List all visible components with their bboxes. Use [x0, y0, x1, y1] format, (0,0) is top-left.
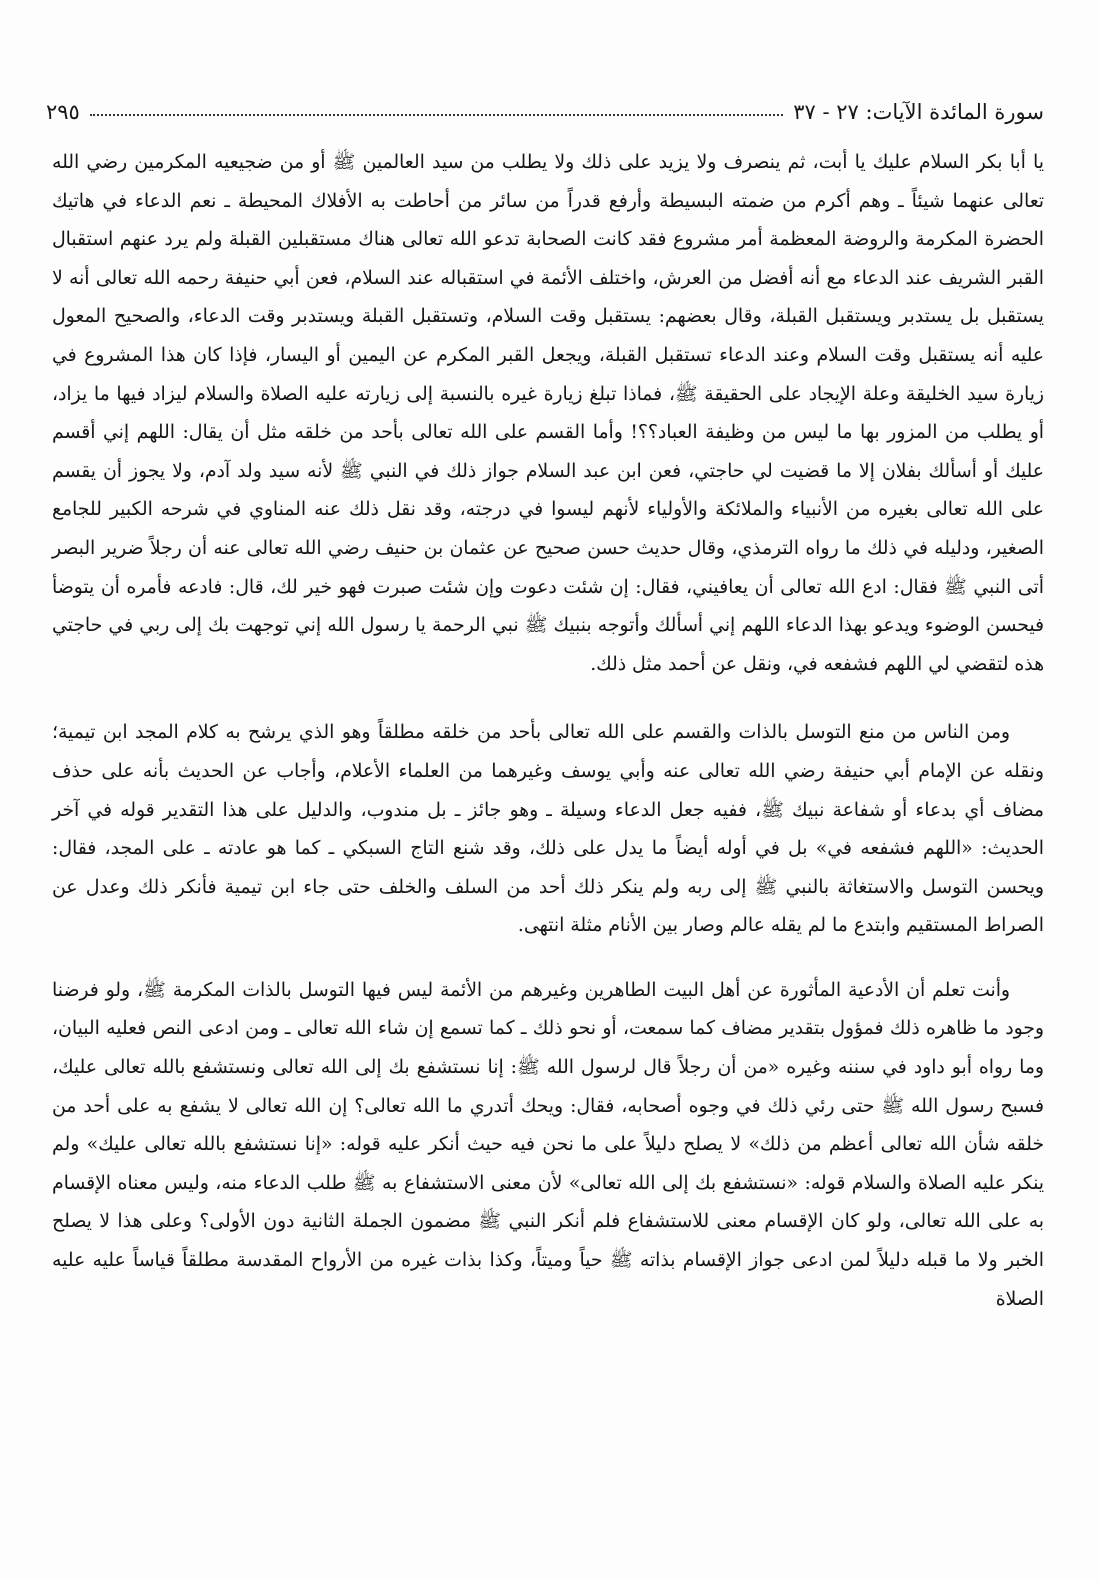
- main-text: [52, 144, 1044, 1319]
- header-dot-leader: [90, 113, 783, 116]
- page-number: ٢٩٥: [46, 100, 80, 124]
- header-title: سورة المائدة الآيات: ٢٧ - ٣٧: [793, 100, 1044, 124]
- paragraph-1: يا أبا بكر السلام عليك يا أبت، ثم ينصرف ولا يزيد على ذلك ولا يطلب من سيد العالمين ﷺ أو من ضجيعيه المكرمين رضي الله تعالى عنهما شيئاً ـ وهم أكرم من ضمته البسيطة وأرفع قدراً من سائر من أحاطت به الأفلاك المحيطة ـ نعم الدعاء في هاتيك الحضرة المكرمة والروضة المعظمة أمر مشروع فقد كانت الصحابة تدعو الله تعالى هناك مستقبلين القبلة ولم يرد عنهم استقبال القبر الشريف عند الدعاء مع أنه أفضل من العرش، واختلف الأئمة في استقباله عند السلام، فعن أبي حنيفة رحمه الله تعالى أنه لا يستقبل بل يستدبر ويستقبل القبلة، وقال بعضهم: يستقبل وقت السلام، وتستقبل القبلة ويستدبر وقت الدعاء، والصحيح المعول عليه أنه يستقبل وقت السلام وعند الدعاء تستقبل القبلة، ويجعل القبر المكرم عن اليمين أو اليسار، فإذا كان هذا المشروع في زيارة سيد الخليقة وعلة الإيجاد على الحقيقة ﷺ، فماذا تبلغ زيارة غيره بالنسبة إلى زيارته عليه الصلاة والسلام ليزاد فيها ما يزاد، أو يطلب من المزور بها ما ليس من وظيفة العباد؟؟! وأما القسم على الله تعالى بأحد من خلقه مثل أن يقال: اللهم إني أقسم عليك أو أسألك بفلان إلا ما قضيت لي حاجتي، فعن ابن عبد السلام جواز ذلك في النبي ﷺ لأنه سيد ولد آدم، ولا يجوز أن يقسم على الله تعالى بغيره من الأنبياء والملائكة والأولياء لأنهم ليسوا في درجته، وقد نقل ذلك عنه المناوي في شرحه الكبير للجامع الصغير، ودليله في ذلك ما رواه الترمذي، وقال حديث حسن صحيح عن عثمان بن حنيف رضي الله تعالى عنه أن رجلاً ضرير البصر أتى النبي ﷺ فقال: ادع الله تعالى أن يعافيني، فقال: إن شئت دعوت وإن شئت صبرت فهو خير لك، قال: فادعه فأمره أن يتوضأ فيحسن الوضوء ويدعو بهذا الدعاء اللهم إني أسألك وأتوجه بنبيك ﷺ نبي الرحمة يا رسول الله إني توجهت بك إلى ربي في حاجتي هذه لتقضي لي اللهم فشفعه في، ونقل عن أحمد مثل ذلك.: [52, 152, 1044, 675]
- paragraph-2: ومن الناس من منع التوسل بالذات والقسم على الله تعالى بأحد من خلقه مطلقاً وهو الذي يرشح به كلام المجد ابن تيمية؛ ونقله عن الإمام أبي حنيفة رضي الله تعالى عنه وأبي يوسف وغيرهما من العلماء الأعلام، وأجاب عن الحديث بأنه على حذف مضاف أي بدعاء أو شفاعة نبيك ﷺ، ففيه جعل الدعاء وسيلة ـ وهو جائز ـ بل مندوب، والدليل على هذا التقدير قوله في آخر الحديث: «اللهم فشفعه في» بل في أوله أيضاً ما يدل على ذلك، وقد شنع التاج السبكي ـ كما هو عادته ـ على المجد، فقال: ويحسن التوسل والاستغاثة بالنبي ﷺ إلى ربه ولم ينكر ذلك أحد من السلف والخلف حتى جاء ابن تيمية فأنكر ذلك وعدل عن الصراط المستقيم وابتدع ما لم يقله عالم وصار بين الأنام مثلة انتهى.: [52, 722, 1044, 937]
- paragraph-3: وأنت تعلم أن الأدعية المأثورة عن أهل البيت الطاهرين وغيرهم من الأئمة ليس فيها التوسل بالذات المكرمة ﷺ، ولو فرضنا وجود ما ظاهره ذلك فمؤول بتقدير مضاف كما سمعت، أو نحو ذلك ـ كما تسمع إن شاء الله تعالى ـ ومن ادعى النص فعليه البيان، وما رواه أبو داود في سننه وغيره «من أن رجلاً قال لرسول الله ﷺ: إنا نستشفع بك إلى الله تعالى ونستشفع بالله تعالى عليك، فسبح رسول الله ﷺ حتى رئي ذلك في وجوه أصحابه، فقال: ويحك أتدري ما الله تعالى؟ إن الله تعالى لا يشفع به على أحد من خلقه شأن الله تعالى أعظم من ذلك» لا يصلح دليلاً على ما نحن فيه حيث أنكر عليه قوله: «إنا نستشفع بالله تعالى عليك» ولم ينكر عليه الصلاة والسلام قوله: «نستشفع بك إلى الله تعالى» لأن معنى الاستشفاع به ﷺ طلب الدعاء منه، وليس معناه الإقسام به على الله تعالى، ولو كان الإقسام معنى للاستشفاع فلم أنكر النبي ﷺ مضمون الجملة الثانية دون الأولى؟ وعلى هذا لا يصلح الخبر ولا ما قبله دليلاً لمن ادعى جواز الإقسام بذاته ﷺ حياً وميتاً، وكذا بذات غيره من الأرواح المقدسة مطلقاً قياساً عليه عليه الصلاة: [52, 979, 1044, 1310]
- running-header: [46, 84, 1044, 124]
